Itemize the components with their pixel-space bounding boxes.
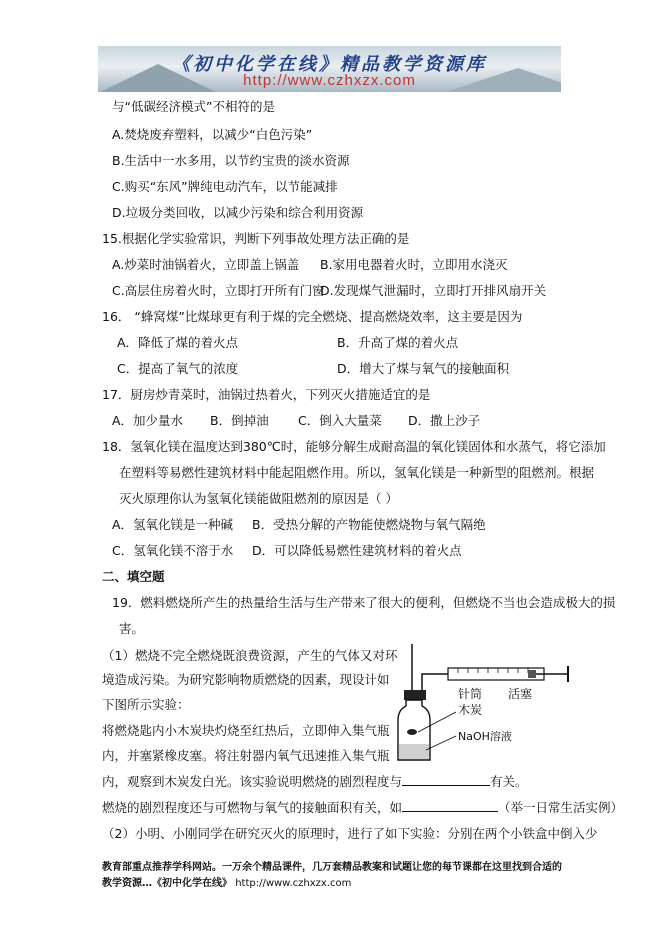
q17-option-a: A．加少量水 <box>112 413 184 428</box>
q17-option-c: C．倒入大量菜 <box>298 413 382 428</box>
q19-area-text: 燃烧的剧烈程度还与可燃物与氧气的接触面积有关，如 <box>102 800 403 815</box>
footer-resource-text: 教学资源…《初中化学在线》 <box>102 878 232 889</box>
q19-part1-line-2: 境造成污染。为研究影响物质燃烧的因素，现设计如 <box>102 672 390 687</box>
q19-part1-line-3: 下图所示实验： <box>102 697 190 712</box>
q19-part1-line-1: （1）燃烧不完全燃烧既浪费资源，产生的气体又对环 <box>102 648 398 663</box>
q15-option-c: C.高层住房着火时，立即打开所有门窗 <box>112 283 325 298</box>
q19-area-tail: （举一日常生活实例） <box>498 800 624 815</box>
q15-option-b: B.家用电器着火时，立即用水浇灭 <box>320 257 508 272</box>
footer-line-1 <box>102 858 562 873</box>
q19-observation-line <box>102 772 528 790</box>
q18-line-2: 在塑料等易燃性建筑材料中能起阻燃作用。所以，氢氧化镁是一种新型的阻燃剂。根据 <box>119 465 595 480</box>
naoh-solution <box>399 744 429 759</box>
q14-option-b: B.生活中一水多用，以节约宝贵的淡水资源 <box>112 153 350 168</box>
answer-blank-2[interactable] <box>402 799 498 812</box>
q19-part1-line-5: 内，并塞紧橡皮塞。将注射器内氧气迅速推入集气瓶 <box>102 748 390 763</box>
label-plunger: 活塞 <box>508 687 533 701</box>
section-heading-fill-in: 二、填空题 <box>102 569 165 584</box>
q16-option-a: A．降低了煤的着火点 <box>117 335 239 350</box>
q19-part1-line-4: 将燃烧匙内小木炭块灼烧至红热后，立即伸入集气瓶 <box>102 723 390 738</box>
q19-area-line <box>102 798 623 816</box>
q18-option-d: D．可以降低易燃性建筑材料的着火点 <box>252 543 462 558</box>
label-naoh-solution: NaOH溶液 <box>458 730 512 743</box>
banner-title: 《初中化学在线》精品教学资源库 <box>172 54 487 75</box>
connecting-tube <box>422 674 448 692</box>
q19-observation-text: 内，观察到木炭发白光。该实验说明燃烧的剧烈程度与 <box>102 774 403 789</box>
q18-option-b: B．受热分解的产物能使燃烧物与氧气隔绝 <box>252 517 486 532</box>
footer-line-2 <box>102 874 351 889</box>
q18-line-3: 灭火原理你认为氢氧化镁能做阻燃剂的原因是（ ） <box>119 491 398 506</box>
q17-stem: 17．厨房炒青菜时，油锅过热着火，下列灭火措施适宜的是 <box>102 387 431 402</box>
q15-option-d: D.发现煤气泄漏时，立即打开排风扇开关 <box>320 283 547 298</box>
apparatus-figure <box>396 640 586 766</box>
q15-stem: 15.根据化学实验常识，判断下列事故处理方法正确的是 <box>102 231 410 246</box>
q19-line-2: 害。 <box>119 621 145 636</box>
q14-option-a: A.焚烧废弃塑料，以减少“白色污染” <box>112 127 313 142</box>
q15-option-a: A.炒菜时油锅着火，立即盖上锅盖 <box>112 257 300 272</box>
syringe-plunger-head <box>528 670 536 678</box>
q19-line-1: 19．燃料燃烧所产生的热量给生活与生产带来了很大的便利，但燃烧不当也会造成极大的损 <box>112 595 616 610</box>
q14-option-c: C.购买“东风”牌纯电动汽车，以节能减排 <box>112 179 338 194</box>
rubber-stopper <box>404 690 426 700</box>
q16-option-c: C．提高了氧气的浓度 <box>117 361 239 376</box>
footer-url-link[interactable]: http://www.czhxzx.com <box>235 878 352 889</box>
q18-option-a: A．氢氧化镁是一种碱 <box>112 517 234 532</box>
q18-option-c: C．氢氧化镁不溶于水 <box>112 543 234 558</box>
q16-option-b: B．升高了煤的着火点 <box>337 335 459 350</box>
q17-option-d: D．撒上沙子 <box>408 413 481 428</box>
header-banner <box>98 46 561 92</box>
q14-stem: 与“低碳经济模式”不相符的是 <box>112 99 275 114</box>
q16-option-d: D．增大了煤与氧气的接触面积 <box>337 361 510 376</box>
q16-stem: 16． “蜂窝煤”比煤球更有利于煤的完全燃烧、提高燃烧效率，这主要是因为 <box>102 309 523 324</box>
q19-part2-line: （2）小明、小刚同学在研究灭火的原理时，进行了如下实验：分别在两个小铁盒中倒入少 <box>102 826 598 841</box>
label-syringe: 针筒 <box>458 687 483 701</box>
charcoal-piece <box>407 729 417 735</box>
label-charcoal: 木炭 <box>458 703 483 717</box>
q19-observation-tail: 有关。 <box>490 774 528 789</box>
q14-option-d: D.垃圾分类回收，以减少污染和综合利用资源 <box>112 205 364 220</box>
q17-option-b: B．倒掉油 <box>210 413 269 428</box>
banner-url[interactable]: http://www.czhxzx.com <box>243 72 416 89</box>
footer-promo-text: 教育部重点推荐学科网站。一万余个精品课件，几万套精品教案和试题让您的每节课都在这里找到合适的 <box>102 862 562 873</box>
answer-blank-1[interactable] <box>402 773 490 786</box>
q18-line-1: 18．氢氧化镁在温度达到380℃时，能够分解生成耐高温的氧化镁固体和水蒸气，将它添加 <box>102 439 606 454</box>
